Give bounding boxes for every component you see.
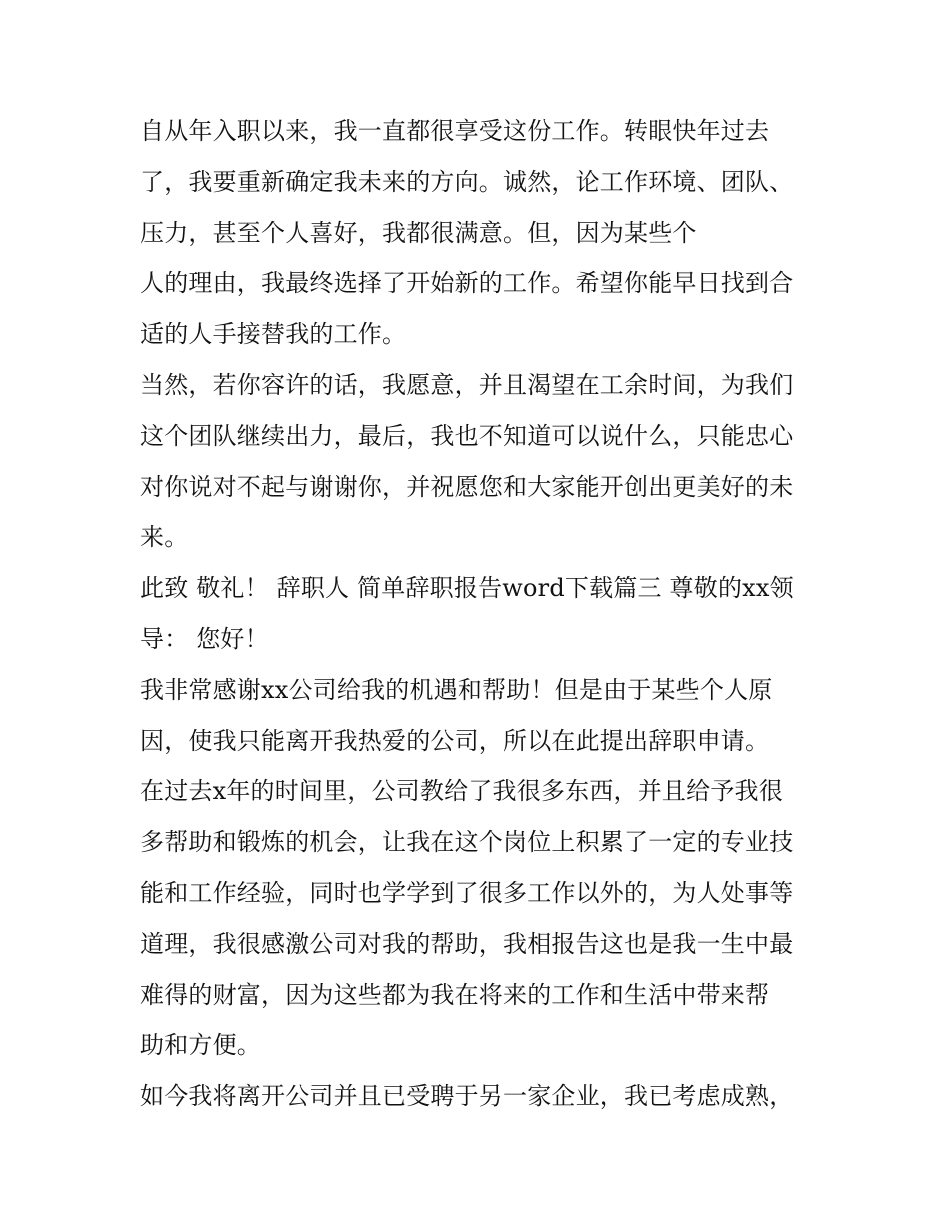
text-line: 压力，甚至个人喜好，我都很满意。但，因为某些个 — [140, 218, 697, 247]
text-line: 这个团队继续出力，最后，我也不知道可以说什么，只能忠心 — [140, 421, 794, 450]
text-line: 在过去x年的时间里，公司教给了我很多东西，并且给予我很 — [140, 777, 783, 806]
text-line: 人的理由，我最终选择了开始新的工作。希望你能早日找到合 — [140, 269, 794, 298]
text-line: 当然，若你容许的话，我愿意，并且渴望在工余时间，为我们 — [140, 370, 794, 399]
text-line: 道理，我很感激公司对我的帮助，我相报告这也是我一生中最 — [140, 929, 794, 958]
text-line: 此致 敬礼！ 辞职人 简单辞职报告word下载篇三 尊敬的xx领 — [140, 574, 794, 603]
text-line: 如今我将离开公司并且已受聘于另一家企业，我已考虑成熟， — [140, 1082, 794, 1111]
text-line: 助和方便。 — [140, 1031, 261, 1060]
text-line: 导： 您好！ — [140, 624, 269, 653]
text-line: 难得的财富，因为这些都为我在将来的工作和生活中带来帮 — [140, 980, 770, 1009]
text-line: 自从年入职以来，我一直都很享受这份工作。转眼快年过去 — [140, 117, 770, 145]
text-line: 来。 — [140, 523, 189, 552]
text-line: 适的人手接替我的工作。 — [140, 320, 407, 349]
text-line: 了，我要重新确定我未来的方向。诚然，论工作环境、团队、 — [140, 167, 794, 196]
text-line: 能和工作经验，同时也学学到了很多工作以外的，为人处事等 — [140, 878, 794, 907]
text-line: 因，使我只能离开我热爱的公司，所以在此提出辞职申请。 — [140, 726, 770, 755]
text-line: 多帮助和锻炼的机会，让我在这个岗位上积累了一定的专业技 — [140, 828, 794, 857]
text-line: 我非常感谢xx公司给我的机遇和帮助！但是由于某些个人原 — [140, 675, 773, 704]
text-line: 对你说对不起与谢谢你，并祝愿您和大家能开创出更美好的未 — [140, 472, 794, 501]
